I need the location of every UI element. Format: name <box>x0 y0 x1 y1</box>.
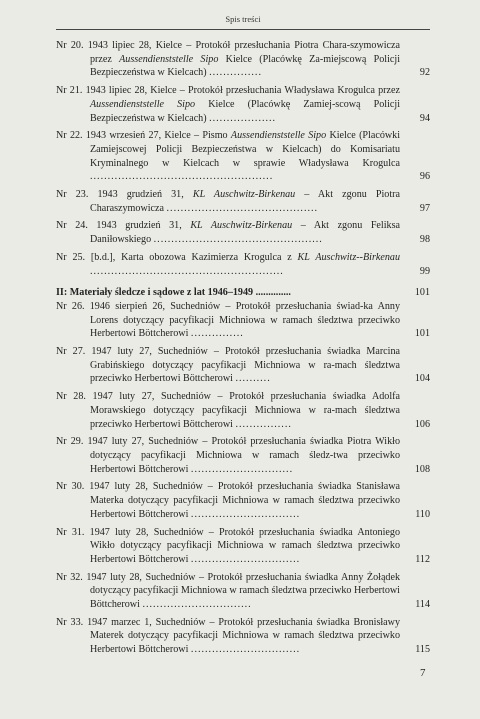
toc-group-part-two <box>56 300 430 657</box>
header-rule <box>56 29 430 30</box>
running-header: Spis treści <box>225 14 261 24</box>
toc-entry <box>56 39 430 80</box>
entry-page-number: 106 <box>414 418 430 430</box>
entry-text: Kielce (Placówkę Za-miejscową Policji Bezpieczeństwa w Kielcach) <box>90 53 400 79</box>
entry-page-number: 97 <box>419 202 430 214</box>
entry-leader: ............................... <box>190 553 301 565</box>
toc-entry <box>56 129 430 184</box>
entry-page-number: 98 <box>419 234 430 246</box>
entry-leader: .................................................... <box>90 171 274 183</box>
entry-page-number: 94 <box>419 112 430 124</box>
toc-entry <box>56 480 430 521</box>
entry-text: Nr 20. 1943 lipiec 28, Kielce – Protokół przesłuchania Piotra Chara-szymowicza przez <box>56 40 400 65</box>
entry-text: Nr 29. 1947 luty 27, Suchedniów – Protokół przesłuchania świadka Piotra Wikło dotyczący pacyfikacji Michniowa w ramach śledz-twa przeciwko Herbertowi Böttcherowi <box>56 436 400 475</box>
entry-text: Kielce (Placówki Zamiejscowej Policji Bezpieczeństwa w Kielcach) do Komisariatu Kryminalnego w Kielcach w sprawie Władysława Krogulca <box>90 130 401 169</box>
entry-text: Nr 26. 1946 sierpień 26, Suchedniów – Protokół przesłuchania świad-ka Anny Lorens dotyczący pacyfikacji Michniowa w ramach śledztwa przeciwko Herbertowi Böttcherowi <box>56 300 400 340</box>
table-of-contents <box>56 39 430 657</box>
entry-italic-text: Aussendienststelle Sipo <box>119 53 219 65</box>
entry-italic-text: KL Auschwitz--Birkenau <box>297 251 400 263</box>
entry-page-number: 115 <box>415 644 430 656</box>
entry-page-number: 92 <box>419 67 430 79</box>
section-title: II: Materiały śledcze i sądowe z lat 1946–1949 <box>56 287 254 299</box>
entry-text: Nr 27. 1947 luty 27, Suchedniów – Protokół przesłuchania świadka Marcina Grabińskiego dotyczący pacyfikacji Michniowa w ra-mach śledztwa przeciwko Herbertowi Böttcherowi <box>56 346 400 385</box>
entry-page-number: 99 <box>419 265 430 277</box>
entry-leader: ........................................... <box>166 202 319 214</box>
entry-page-number: 101 <box>414 328 430 340</box>
toc-entry <box>56 526 430 567</box>
entry-italic-text: KL Auschwitz-Birkenau <box>192 189 296 201</box>
entry-page-number: 112 <box>415 553 430 565</box>
entry-text: Nr 23. 1943 grudzień 31, <box>56 189 193 201</box>
entry-leader: ............................... <box>190 644 301 656</box>
entry-leader: ................................................ <box>153 234 323 246</box>
toc-section-heading <box>56 286 430 300</box>
toc-entry <box>56 571 430 612</box>
entry-text: – Akt zgonu Feliksa Daniłowskiego <box>90 220 400 246</box>
toc-entry <box>56 435 430 476</box>
entry-text: Nr 31. 1947 luty 28, Suchedniów – Protokół przesłuchania świadka Antoniego Wikło dotyczący pacyfikacji Michniowa w ramach śledztwa przeciwko Herbertowi Böttcherowi <box>56 526 400 565</box>
entry-leader: ............... <box>209 67 262 79</box>
entry-text: – Akt zgonu Piotra Charaszymowicza <box>90 189 400 214</box>
toc-entry <box>56 188 430 215</box>
entry-text: Nr 22. 1943 wrzesień 27, Kielce – Pismo <box>56 130 231 142</box>
toc-entry <box>56 345 430 386</box>
toc-entry <box>56 251 430 278</box>
section-page-number: 101 <box>414 287 430 299</box>
toc-entry <box>56 219 430 246</box>
toc-entry <box>56 390 430 431</box>
toc-group-part-one <box>56 39 430 278</box>
entry-text: Nr 30. 1947 luty 28, Suchedniów – Protokół przesłuchania świadka Stanisława Materka dotyczący pacyfikacji Michniowa w ramach śledztwa przeciwko Herbertowi Böttcherowi <box>56 481 400 520</box>
section-leader: .............. <box>255 287 291 299</box>
entry-text: Nr 25. [b.d.], Karta obozowa Kazimierza Krogulca z <box>56 251 298 263</box>
entry-leader: .......... <box>235 373 271 385</box>
entry-page-number: 104 <box>414 373 430 385</box>
entry-text: Nr 28. 1947 luty 27, Suchedniów – Protokół przesłuchania świadka Adolfa Morawskiego dotyczący pacyfikacji Michniowa w ra-mach śledztwa przeciwko Herbertowi Böttcherowi <box>56 391 400 430</box>
entry-page-number: 96 <box>419 171 430 183</box>
entry-text: Kielce (Placówkę Zamiej-scową Policji Bezpieczeństwa w Kielcach) <box>90 98 400 124</box>
page-number: 7 <box>420 667 426 679</box>
toc-entry <box>56 300 430 341</box>
entry-text: Nr 33. 1947 marzec 1, Suchedniów – Protokół przesłuchania świadka Bronisławy Materek dotyczący pacyfikacji Michniowa w ramach śledztwa przeciwko Herbertowi Böttcherowi <box>56 616 400 656</box>
entry-italic-text: KL Auschwitz-Birkenau <box>190 220 293 232</box>
entry-italic-text: Aussendienststelle Sipo <box>230 130 327 142</box>
entry-leader: ....................................................... <box>90 265 284 277</box>
entry-leader: ............................. <box>190 463 294 475</box>
entry-text: Nr 32. 1947 luty 28, Suchedniów – Protokół przesłuchania świadka Anny Żołądek dotyczący pacyfikacji Michniowa w ramach śledztwa przeciwko Herbertowi Böttcherowi <box>56 571 400 611</box>
entry-text: Nr 21. 1943 lipiec 28, Kielce – Protokół przesłuchania Władysława Krogulca przez <box>56 85 400 97</box>
toc-entry <box>56 84 430 125</box>
entry-leader: ................... <box>209 112 277 124</box>
entry-page-number: 110 <box>415 508 430 520</box>
toc-entry <box>56 616 430 657</box>
entry-leader: ............... <box>190 328 244 340</box>
entry-leader: ............................... <box>190 508 301 520</box>
entry-text: Nr 24. 1943 grudzień 31, <box>56 220 191 232</box>
entry-italic-text: Aussendienststelle Sipo <box>90 98 196 110</box>
entry-page-number: 108 <box>414 463 430 475</box>
entry-page-number: 114 <box>415 599 430 611</box>
entry-leader: ............................... <box>142 599 252 611</box>
entry-leader: ................ <box>235 418 292 430</box>
